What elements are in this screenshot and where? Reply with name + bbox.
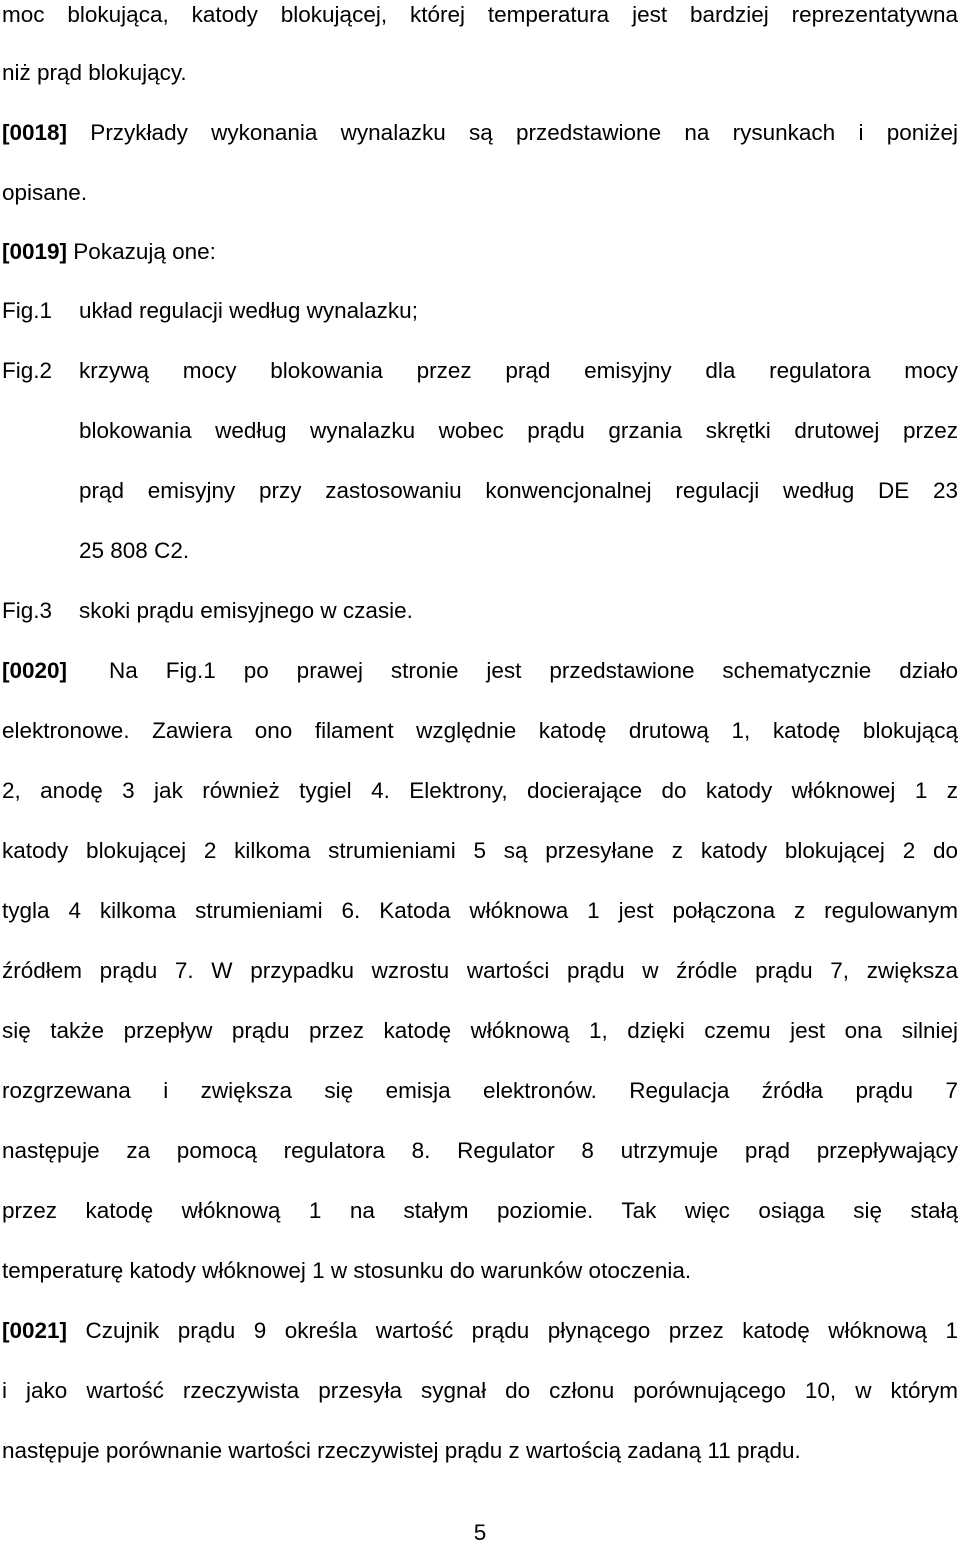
text-line: opisane. [2, 180, 88, 205]
text-line: katody blokującej 2 kilkoma strumieniami 5 są przesyłane z katody blokującej 2 do [2, 838, 958, 863]
text-line: przez katodę włóknową 1 na stałym poziomie. Tak więc osiąga się stałą [2, 1198, 958, 1223]
text-span: Czujnik prądu 9 określa wartość prądu płynącego przez katodę włóknową 1 [67, 1318, 958, 1343]
text-line: się także przepływ prądu przez katodę włóknową 1, dzięki czemu jest ona silniej [2, 1018, 958, 1043]
paragraph-0020-first-line: Na Fig.1 po prawej stronie jest przedstawione schematycznie działo [109, 658, 958, 683]
page-number: 5 [473, 1520, 487, 1545]
text-line: rozgrzewana i zwiększa się emisja elektronów. Regulacja źródła prądu 7 [2, 1078, 958, 1103]
text-line: elektronowe. Zawiera ono filament względnie katodę drutową 1, katodę blokującą [2, 718, 958, 743]
figure-caption-line: krzywą mocy blokowania przez prąd emisyjny dla regulatora mocy [79, 358, 958, 383]
text-line: 2, anodę 3 jak również tygiel 4. Elektrony, docierające do katody włóknowej 1 z [2, 778, 958, 803]
figure-label: Fig.2 [2, 358, 53, 383]
figure-caption-line: prąd emisyjny przy zastosowaniu konwencjonalnej regulacji według DE 23 [79, 478, 958, 503]
figure-label: Fig.3 [2, 598, 53, 623]
text-line: następuje za pomocą regulatora 8. Regulator 8 utrzymuje prąd przepływający [2, 1138, 958, 1163]
text-line: moc blokująca, katody blokującej, której temperatura jest bardziej reprezentatywna [2, 2, 958, 27]
paragraph-0018-line [2, 118, 958, 148]
figure-caption: skoki prądu emisyjnego w czasie. [79, 598, 413, 623]
paragraph-0019-line [2, 237, 958, 267]
figure-caption: układ regulacji według wynalazku; [79, 298, 418, 323]
text-line: temperaturę katody włóknowej 1 w stosunku do warunków otoczenia. [2, 1258, 692, 1283]
paragraph-tag: [0019] [2, 239, 68, 264]
text-span: Pokazują one: [67, 239, 216, 264]
text-line: następuje porównanie wartości rzeczywistej prądu z wartością zadaną 11 prądu. [2, 1438, 801, 1463]
text-line: niż prąd blokujący. [2, 60, 187, 85]
paragraph-0021-line [2, 1316, 958, 1346]
text-span: Przykłady wykonania wynalazku są przedstawione na rysunkach i poniżej [67, 120, 958, 145]
figure-caption-line: blokowania według wynalazku wobec prądu grzania skrętki drutowej przez [79, 418, 958, 443]
paragraph-tag: [0018] [2, 120, 68, 145]
figure-caption-line: 25 808 C2. [79, 538, 190, 563]
figure-label: Fig.1 [2, 298, 53, 323]
text-line: źródłem prądu 7. W przypadku wzrostu wartości prądu w źródle prądu 7, zwiększa [2, 958, 958, 983]
paragraph-tag: [0021] [2, 1318, 68, 1343]
paragraph-tag: [0020] [2, 658, 68, 683]
text-line: tygla 4 kilkoma strumieniami 6. Katoda włóknowa 1 jest połączona z regulowanym [2, 898, 958, 923]
text-line: i jako wartość rzeczywista przesyła sygnał do członu porównującego 10, w którym [2, 1378, 958, 1403]
